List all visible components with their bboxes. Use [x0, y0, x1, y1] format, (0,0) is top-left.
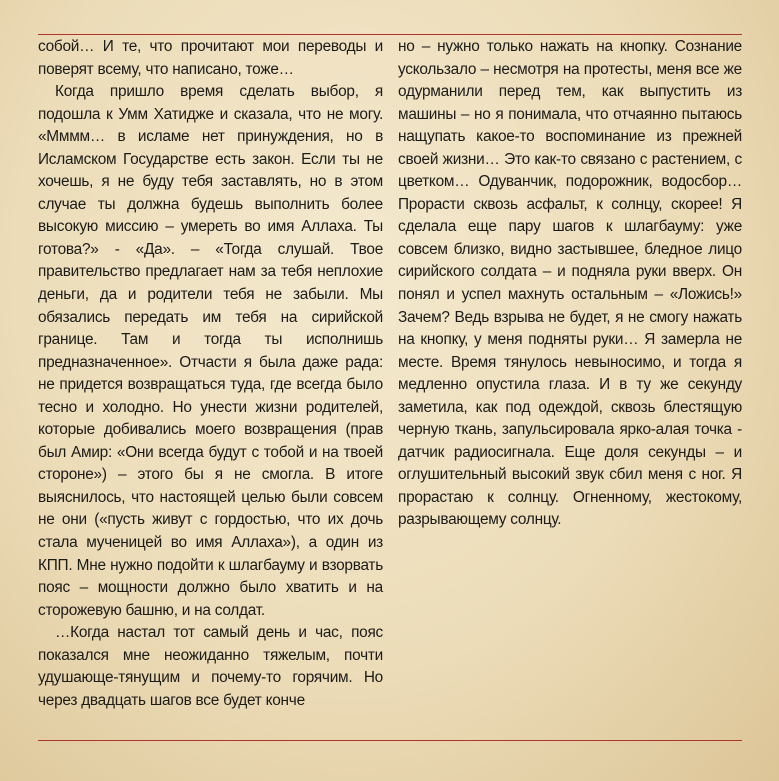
left-column [38, 36, 383, 712]
paragraph: …Когда настал тот самый день и час, пояс показался мне неожиданно тяжелым, почти удушающе-тянущим и почему-то горячим. Но через двадцать шагов все будет конче [38, 624, 383, 709]
right-column [398, 36, 742, 532]
top-rule [38, 34, 742, 35]
paragraph: Когда пришло время сделать выбор, я подошла к Умм Хатидже и сказала, что не могу. «Мммм… в исламе нет принуждения, но в Исламском Государстве есть закон. Если ты не хочешь, я не буду тебя заставлять, но в этом случае ты должна будешь выполнить более высокую миссию – умереть во имя Аллаха. Ты готова?» - «Да». – «Тогда слушай. Твое правительство предлагает нам за тебя неплохие деньги, да и родители тебя не забыли. Мы обязались передать им тебя на сирийской границе. Там и тогда ты исполнишь предназначенное». Отчасти я была даже рада: не придется возвращаться туда, где всегда было тесно и холодно. Но унести жизни родителей, которые добивались моего возвращения (прав был Амир: «Они всегда будут с тобой и на твоей стороне») – этого бы я не смогла. В итоге выяснилось, что настоящей целью были совсем не они («пусть живут с гордостью, что их дочь стала мученицей во имя Аллаха»), а один из КПП. Мне нужно подойти к шлагбауму и взорвать пояс – мощности должно было хватить и на сторожевую башню, и на солдат. [38, 83, 383, 619]
paragraph: собой… И те, что прочитают мои переводы и поверят всему, что написано, тоже… [38, 38, 383, 78]
paragraph: но – нужно только нажать на кнопку. Сознание ускользало – несмотря на протесты, меня все же одурманили перед тем, как выпустить из машины – но я понимала, что отчаянно пытаюсь нащупать какое-то воспоминание из прежней своей жизни… Это как-то связано с растением, с цветком… Одуванчик, подорожник, водосбор… Прорасти сквозь асфальт, к солнцу, скорее! Я сделала еще пару шагов к шлагбауму: уже совсем близко, видно застывшее, бледное лицо сирийского солдата – и подняла руки вверх. Он понял и успел махнуть остальным – «Ложись!» Зачем? Ведь взрыва не будет, я не смогу нажать на кнопку, у меня подняты руки… Я замерла не месте. Время тянулось невыносимо, и тогда я медленно опустила глаза. И в ту же секунду заметила, как под одеждой, сквозь блестящую черную ткань, запульсировала ярко-алая точка - датчик радиосигнала. Еще доля секунды – и оглушительный высокий звук сбил меня с ног. Я прорастаю к солнцу. Огненному, жестокому, разрывающему солнцу. [398, 38, 742, 529]
bottom-rule [38, 740, 742, 741]
